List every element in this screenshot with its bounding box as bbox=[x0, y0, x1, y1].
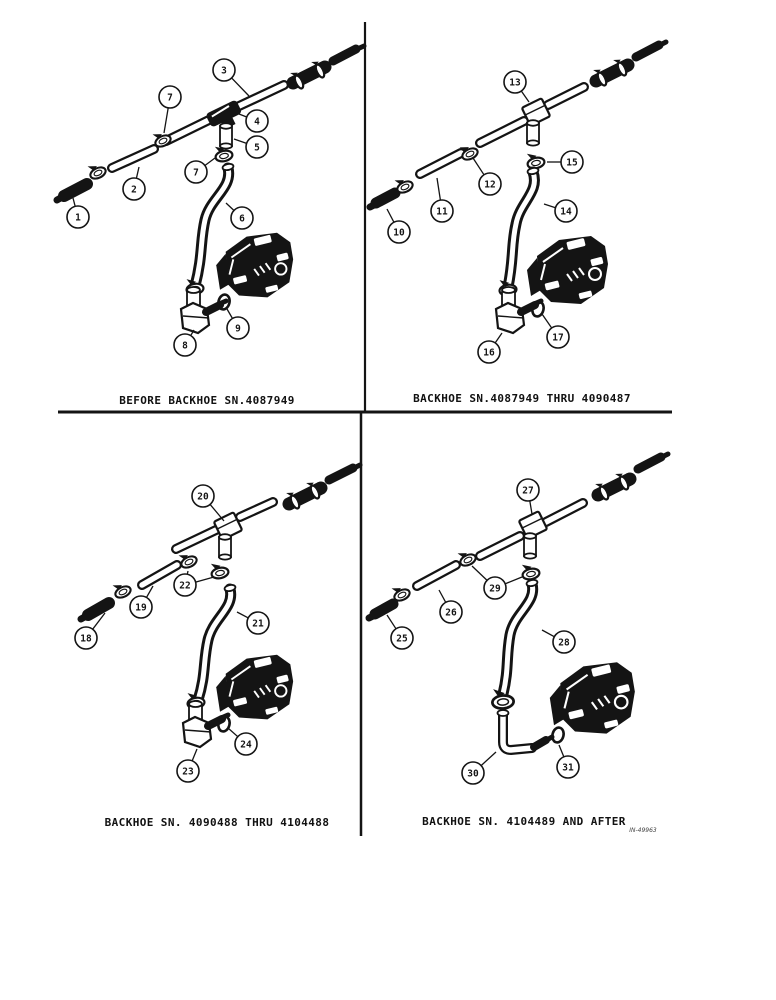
panel-sn-4090488-thru-4104488 bbox=[75, 465, 360, 829]
callout-leader bbox=[542, 314, 552, 328]
callout-number: 10 bbox=[393, 227, 405, 239]
hydraulic-pump bbox=[216, 655, 293, 720]
inlet-fitting-tip bbox=[81, 614, 90, 619]
callout-number: 7 bbox=[167, 92, 173, 104]
elbow-fitting bbox=[181, 287, 226, 333]
callout-leader bbox=[239, 114, 247, 117]
callout-leader bbox=[521, 91, 529, 102]
hose-end-assembly bbox=[290, 46, 364, 90]
callout-leader bbox=[205, 158, 215, 166]
callout-number: 28 bbox=[558, 637, 570, 649]
callout-leader bbox=[136, 167, 139, 178]
nipple bbox=[527, 120, 539, 145]
callout-number: 13 bbox=[509, 77, 521, 89]
callout-leader bbox=[437, 178, 440, 200]
inlet-fitting-tip bbox=[370, 203, 378, 207]
callout-number: 31 bbox=[562, 762, 574, 774]
callout-leader bbox=[192, 749, 197, 761]
nipple bbox=[220, 123, 232, 148]
hose-end-assembly bbox=[593, 42, 666, 87]
callout-leader bbox=[147, 586, 154, 597]
callout-number: 11 bbox=[436, 206, 448, 218]
callout-leader bbox=[505, 577, 522, 584]
callout-leader bbox=[237, 612, 248, 618]
callout-leader bbox=[232, 78, 249, 96]
hose bbox=[503, 579, 538, 694]
callout-leader bbox=[559, 745, 564, 757]
callout-leader bbox=[387, 209, 394, 222]
nipple bbox=[524, 533, 536, 558]
callout-leader bbox=[226, 203, 234, 211]
tube-section bbox=[142, 502, 273, 585]
callout-number: 29 bbox=[489, 583, 501, 595]
callout-number: 4 bbox=[254, 116, 260, 128]
callout-number: 14 bbox=[560, 206, 572, 218]
callout-number: 22 bbox=[179, 580, 191, 592]
callout-number: 8 bbox=[182, 340, 188, 352]
callout-number: 12 bbox=[484, 179, 496, 191]
callout-number: 18 bbox=[80, 633, 92, 645]
callout-number: 2 bbox=[131, 184, 137, 196]
callout-number: 20 bbox=[197, 491, 209, 503]
callout-number: 5 bbox=[254, 142, 260, 154]
callouts-panel-2 bbox=[387, 71, 583, 363]
callout-number: 24 bbox=[240, 739, 252, 751]
panel-sn-4087949-thru-4090487 bbox=[370, 42, 666, 405]
hose-end-assembly bbox=[595, 454, 668, 501]
callout-leader bbox=[530, 501, 532, 514]
panel-caption: BACKHOE SN. 4090488 THRU 4104488 bbox=[104, 816, 330, 829]
panel-caption: BACKHOE SN.4087949 THRU 4090487 bbox=[413, 392, 631, 405]
callout-leader bbox=[387, 615, 396, 629]
hydraulic-pump bbox=[550, 662, 635, 733]
callout-leader bbox=[472, 566, 487, 580]
callout-number: 9 bbox=[235, 323, 241, 335]
callout-leader bbox=[544, 204, 556, 208]
panel-caption: BACKHOE SN. 4104489 AND AFTER bbox=[422, 815, 626, 828]
callout-leader bbox=[542, 630, 554, 637]
hydraulic-pump bbox=[216, 233, 293, 298]
callout-number: 7 bbox=[193, 167, 199, 179]
hose-end-assembly bbox=[286, 465, 360, 510]
panel-caption: BEFORE BACKHOE SN.4087949 bbox=[119, 394, 295, 407]
callout-number: 1 bbox=[75, 212, 81, 224]
callout-number: 3 bbox=[221, 65, 227, 77]
callout-number: 25 bbox=[396, 633, 408, 645]
callout-leader bbox=[210, 504, 224, 521]
panel-before-sn-4087949 bbox=[57, 46, 364, 407]
callout-number: 16 bbox=[483, 347, 495, 359]
inlet-fitting-tip bbox=[369, 614, 377, 618]
callout-number: 17 bbox=[552, 332, 564, 344]
hydraulic-pump bbox=[527, 236, 608, 304]
callout-leader bbox=[164, 108, 168, 133]
hose-clamp bbox=[86, 160, 107, 181]
callout-leader bbox=[495, 333, 502, 343]
callout-leader bbox=[227, 309, 233, 319]
callout-number: 27 bbox=[522, 485, 534, 497]
callout-number: 26 bbox=[445, 607, 457, 619]
callout-number: 15 bbox=[566, 157, 578, 169]
callout-leader bbox=[439, 590, 446, 602]
hose-clamp bbox=[525, 150, 545, 169]
formed-tube bbox=[498, 710, 553, 750]
drawing-number: IN-49963 bbox=[629, 827, 657, 834]
o-ring bbox=[551, 726, 565, 743]
callout-number: 6 bbox=[239, 213, 245, 225]
tube-section bbox=[417, 503, 583, 586]
hose-clamp bbox=[111, 579, 132, 600]
callout-number: 30 bbox=[467, 768, 479, 780]
callout-number: 23 bbox=[182, 766, 194, 778]
panel-sn-4104489-and-after bbox=[369, 454, 668, 828]
tube-section bbox=[420, 87, 584, 174]
nipple bbox=[219, 534, 231, 559]
callout-leader bbox=[73, 198, 75, 206]
hose-clamp bbox=[520, 561, 540, 580]
callout-leader bbox=[473, 158, 484, 175]
callout-leader bbox=[228, 728, 238, 737]
callout-number: 21 bbox=[252, 618, 264, 630]
callout-leader bbox=[234, 139, 247, 143]
callout-number: 19 bbox=[135, 602, 147, 614]
inlet-fitting-tip bbox=[57, 195, 66, 200]
callout-leader bbox=[196, 577, 214, 582]
callout-leader bbox=[481, 752, 496, 766]
